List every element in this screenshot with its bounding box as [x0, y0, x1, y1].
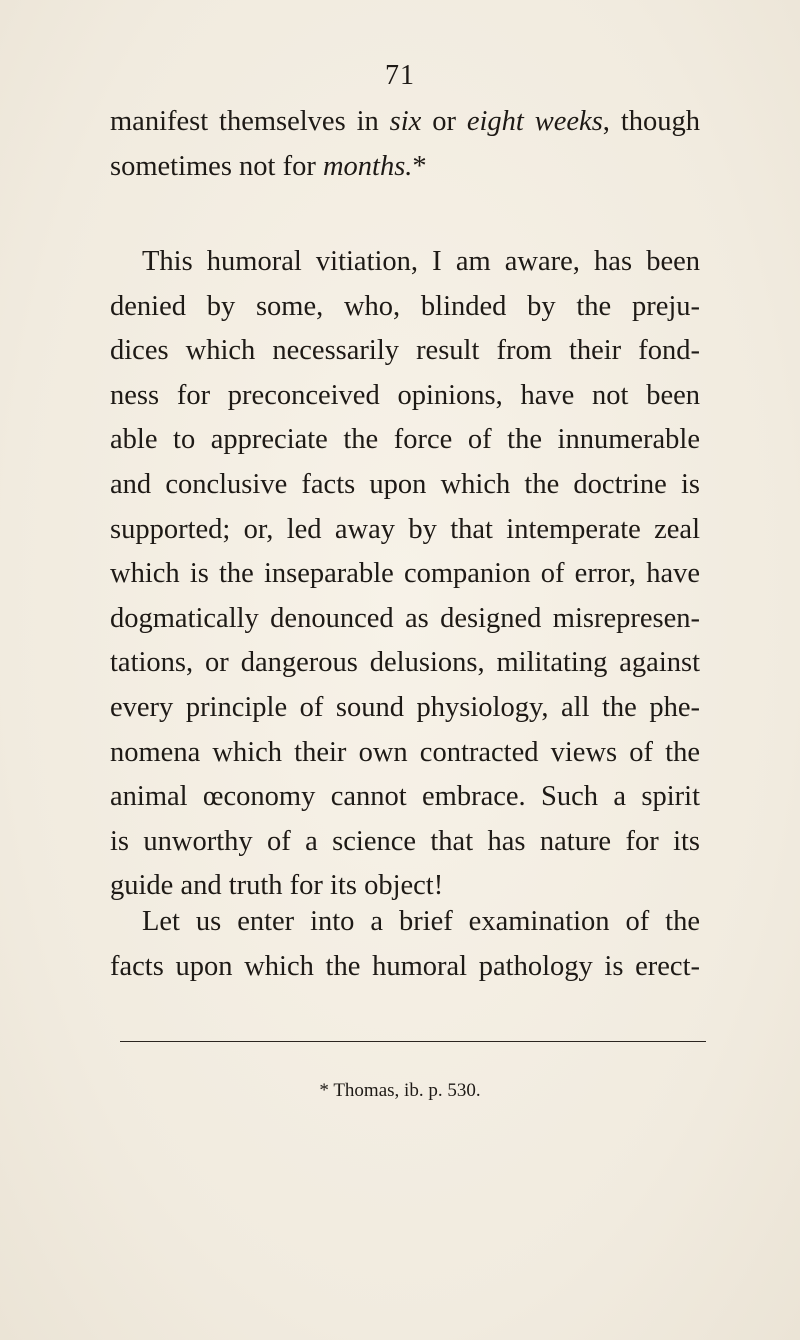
text-line: is unworthy of a science that has nature for its	[110, 825, 700, 857]
paragraph-2	[110, 240, 700, 909]
text-line: every principle of sound physiology, all the phe-	[110, 691, 700, 723]
text-line: which is the inseparable companion of error, have	[110, 558, 700, 590]
text-line: animal œconomy cannot embrace. Such a spirit	[110, 781, 700, 813]
text-line: dogmatically denounced as designed misrepresen-	[110, 602, 700, 634]
text-line: ness for preconceived opinions, have not been	[110, 379, 700, 411]
text-line: nomena which their own contracted views of the	[110, 736, 700, 768]
text-line: sometimes not for months.*	[110, 150, 427, 182]
text-line: dices which necessarily result from their fond-	[110, 335, 700, 367]
text-line: facts upon which the humoral pathology is erect-	[110, 950, 700, 982]
paragraph-1	[110, 100, 700, 189]
text-line: supported; or, led away by that intemperate zeal	[110, 513, 700, 545]
page-number: 71	[385, 60, 415, 91]
footnote-divider	[120, 1041, 706, 1042]
text-line: This humoral vitiation, I am aware, has been	[142, 246, 700, 277]
text-line: denied by some, who, blinded by the preju-	[110, 290, 700, 322]
text-line: tations, or dangerous delusions, militating against	[110, 647, 700, 679]
paragraph-3	[110, 900, 700, 989]
text-line: and conclusive facts upon which the doctrine is	[110, 468, 700, 500]
text-line: Let us enter into a brief examination of the	[142, 906, 700, 937]
text-line: manifest themselves in six or eight weeks, though	[110, 106, 700, 137]
text-line: guide and truth for its object!	[110, 870, 444, 902]
text-line: able to appreciate the force of the innumerable	[110, 424, 700, 456]
footnote: * Thomas, ib. p. 530.	[319, 1080, 481, 1101]
